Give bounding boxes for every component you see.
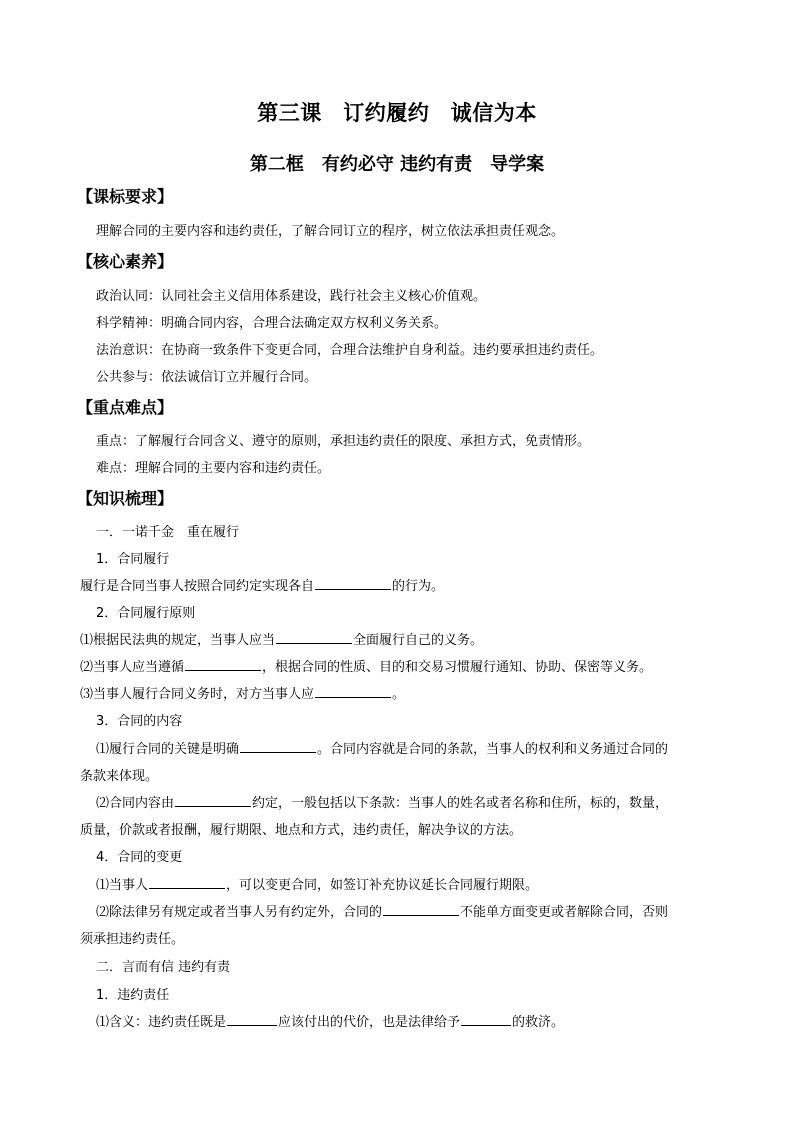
text-line: 质量，价款或者报酬，履行期限、地点和方式，违约责任，解决争议的方法。 (80, 823, 523, 838)
blank-field[interactable] (175, 792, 251, 807)
blank-field[interactable] (315, 575, 391, 590)
key-item: 难点：理解合同的主要内容和违约责任。 (96, 461, 331, 476)
fill-line: ⑴当事人 ，可以变更合同，如签订补充协议延长合同履行期限。 (96, 874, 538, 893)
fill-line: 履行是合同当事人按照合同约定实现各自 的行为。 (80, 575, 444, 594)
heading-curriculum: 【课标要求】 (77, 187, 174, 206)
fill-line: ⑴根据民法典的规定，当事人应当 全面履行自己的义务。 (80, 629, 483, 648)
fill-line: ⑶当事人履行合同义务时，对方当事人应 。 (80, 683, 405, 702)
sub-heading: 1．违约责任 (96, 988, 170, 1003)
section-one-heading: 一．一诺千金 重在履行 (96, 525, 240, 540)
blank-field[interactable] (149, 874, 225, 889)
fill-line: ⑴履行合同的关键是明确 。合同内容就是合同的条款，当事人的权利和义务通过合同的 (96, 738, 668, 757)
heading-key: 【重点难点】 (77, 398, 174, 417)
fill-line: ⑵当事人应当遵循 ，根据合同的性质、目的和交易习惯履行通知、协助、保密等义务。 (80, 656, 652, 675)
curriculum-text: 理解合同的主要内容和违约责任，了解合同订立的程序，树立依法承担责任观念。 (96, 224, 565, 239)
core-item: 法治意识：在协商一致条件下变更合同，合理合法维护自身利益。违约要承担违约责任。 (96, 343, 604, 358)
blank-field[interactable] (185, 656, 261, 671)
core-item: 科学精神：明确合同内容，合理合法确定双方权利义务关系。 (96, 316, 448, 331)
heading-core: 【核心素养】 (77, 252, 174, 271)
sub-heading: 3．合同的内容 (96, 714, 183, 729)
sub-heading: 1．合同履行 (96, 552, 170, 567)
blank-field[interactable] (461, 1011, 511, 1026)
fill-line: ⑵除法律另有规定或者当事人另有约定外，合同的 不能单方面变更或者解除合同，否则 (96, 901, 668, 920)
blank-field[interactable] (240, 738, 316, 753)
fill-line: ⑴含义：违约责任既是 应该付出的代价，也是法律给予 的救济。 (96, 1011, 564, 1030)
lesson-title: 第三课 订约履约 诚信为本 (257, 100, 537, 125)
text-line: 须承担违约责任。 (80, 932, 185, 947)
blank-field[interactable] (276, 629, 352, 644)
blank-field[interactable] (315, 683, 391, 698)
core-item: 政治认同：认同社会主义信用体系建设，践行社会主义核心价值观。 (96, 289, 487, 304)
section-title: 第二框 有约必守 违约有责 导学案 (249, 154, 545, 175)
blank-field[interactable] (227, 1011, 277, 1026)
heading-knowledge: 【知识梳理】 (77, 489, 174, 508)
text-line: 条款来体现。 (80, 769, 159, 784)
sub-heading: 2．合同履行原则 (96, 606, 196, 621)
core-item: 公共参与：依法诚信订立并履行合同。 (96, 370, 318, 385)
fill-line: ⑵合同内容由 约定，一般包括以下条款：当事人的姓名或者名称和住所，标的，数量， (96, 792, 668, 811)
section-two-heading: 二．言而有信 违约有责 (96, 960, 231, 975)
key-item: 重点：了解履行合同含义、遵守的原则，承担违约责任的限度、承担方式，免责情形。 (96, 434, 591, 449)
blank-field[interactable] (383, 901, 459, 916)
sub-heading: 4．合同的变更 (96, 850, 183, 865)
